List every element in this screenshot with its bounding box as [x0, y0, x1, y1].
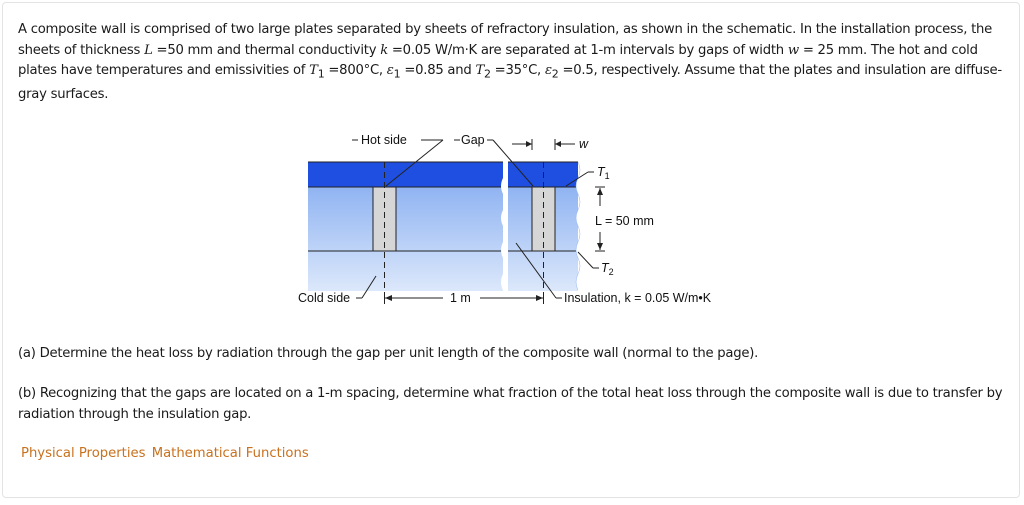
- m-arrowhead-right: [536, 295, 543, 301]
- subscript-e2: 2: [551, 67, 559, 81]
- physical-properties-link[interactable]: Physical Properties: [21, 446, 146, 461]
- m-arrowhead-left: [385, 295, 392, 301]
- value-T1: =800°C,: [324, 63, 387, 78]
- subscript-T2: 2: [483, 67, 491, 81]
- problem-card: [2, 2, 1020, 498]
- symbol-T1: T: [309, 63, 318, 78]
- L-arrowhead-top: [597, 188, 603, 195]
- subscript-T1: 1: [317, 67, 325, 81]
- intro-text: A composite wall is comprised of two large plates separated by sheets of refractory insulation, as shown in the schematic. In the installation process, the sheets of thickness: [18, 22, 993, 58]
- subscript-e1: 1: [393, 67, 401, 81]
- symbol-T2: T: [475, 63, 484, 78]
- value-e2: =0.5, respectively. Assume that the plates and insulation are diffuse-gray surfaces.: [18, 63, 1002, 103]
- label-T2: $T_2$: [601, 261, 614, 277]
- mathematical-functions-link[interactable]: Mathematical Functions: [151, 446, 309, 461]
- label-w: w: [579, 137, 589, 151]
- symbol-e2: ε: [544, 63, 552, 78]
- question-a: (a) Determine the heat loss by radiation through the gap per unit length of the composite wall (normal to the page).: [18, 346, 759, 361]
- symbol-w: w: [787, 42, 799, 58]
- question-b: (b) Recognizing that the gaps are located on a 1-m spacing, determine what fraction of the total heat loss through the composite wall is due to transfer by radiation through the insulation gap.: [18, 386, 1003, 422]
- value-w: = 25 mm. The hot and cold plates have temperatures and emissivities of: [18, 42, 978, 78]
- w-arrowhead-left: [526, 141, 532, 147]
- left-hot-plate: [308, 162, 503, 187]
- label-cold-side: Cold side: [298, 291, 351, 305]
- label-insulation: Insulation, k = 0.05 W/m•K: [564, 291, 712, 305]
- value-T2: =35°C,: [490, 63, 545, 78]
- label-gap: Gap: [461, 133, 485, 147]
- L-arrowhead-bottom: [597, 243, 603, 250]
- w-arrowhead-right: [555, 141, 561, 147]
- left-insulation: [308, 186, 503, 291]
- resource-links: [21, 446, 311, 461]
- value-k: =0.05 W/m·K are separated at 1-m intervals by gaps of width: [387, 42, 788, 58]
- value-e1: =0.85 and: [400, 63, 476, 78]
- label-T1: $T_1$: [597, 165, 610, 181]
- problem-statement: [18, 20, 1008, 106]
- symbol-k: k: [380, 42, 388, 58]
- label-hot-side: Hot side: [361, 133, 407, 147]
- label-L: L = 50 mm: [595, 214, 654, 228]
- composite-wall-schematic: [288, 128, 748, 313]
- symbol-L: L: [144, 42, 153, 58]
- label-1m: 1 m: [450, 291, 471, 305]
- value-L: =50 mm and thermal conductivity: [152, 42, 381, 58]
- symbol-e1: ε: [386, 63, 394, 78]
